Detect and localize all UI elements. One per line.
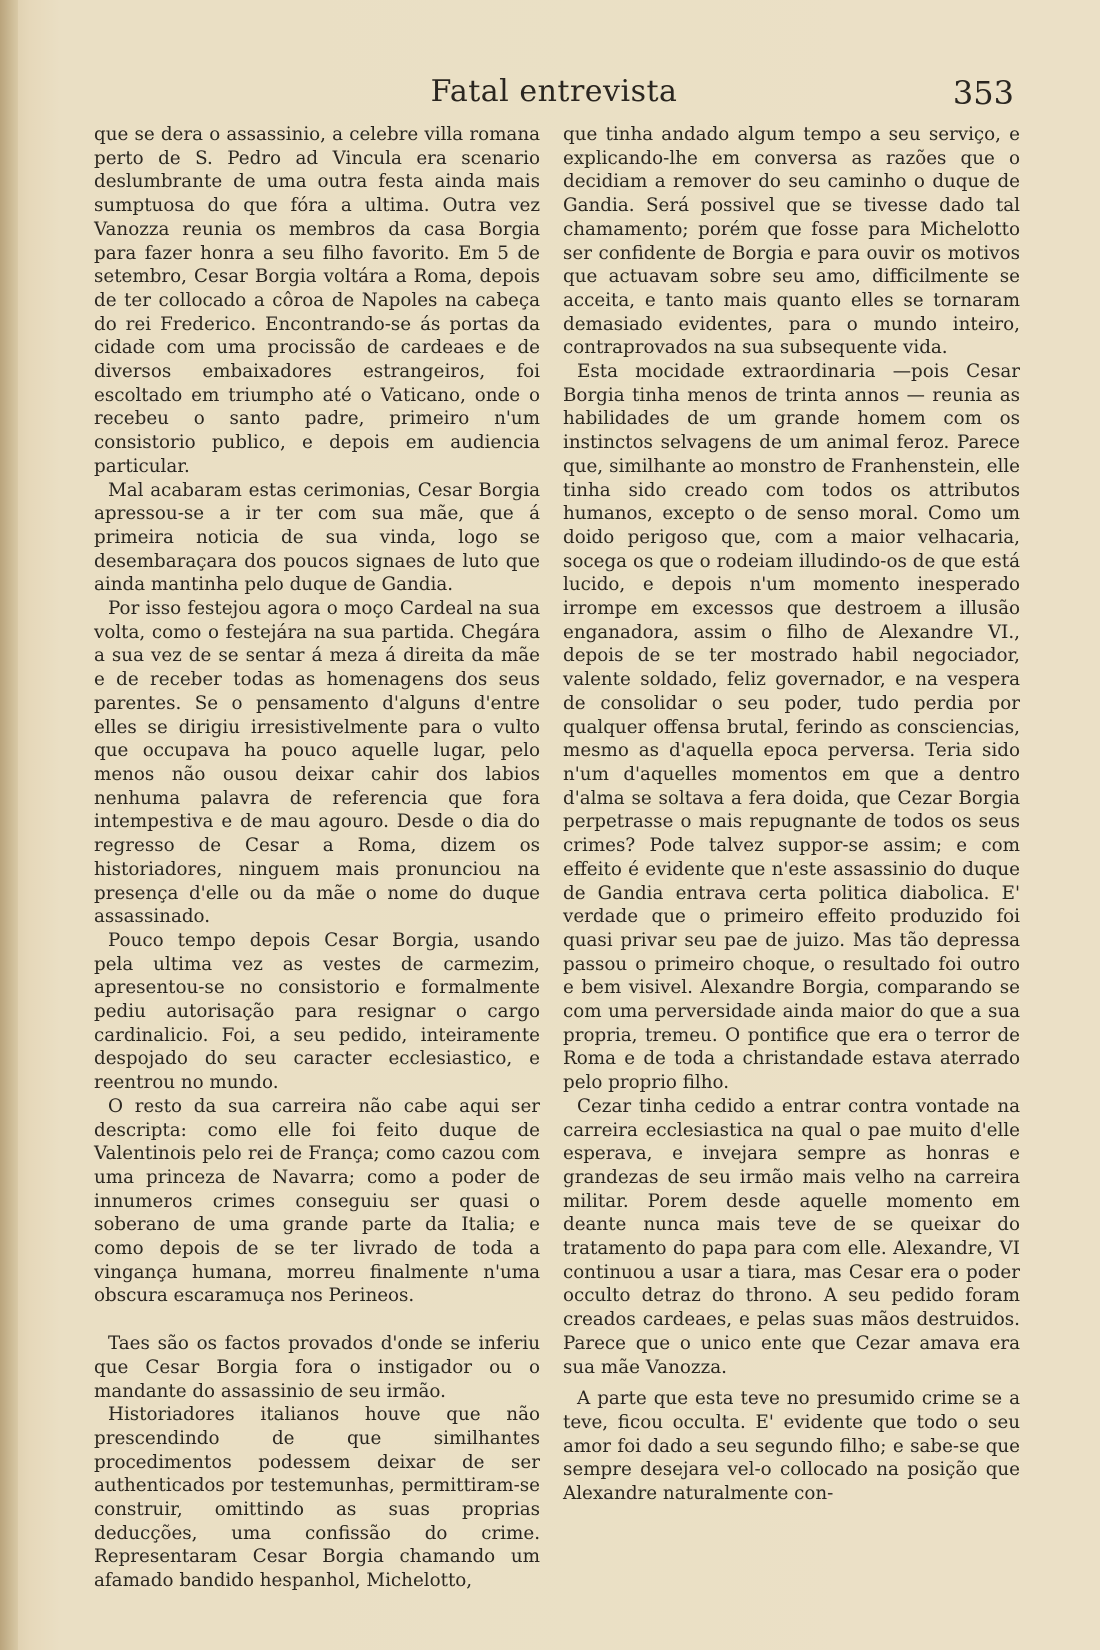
paragraph: que se dera o assassinio, a celebre villa romana perto de S. Pedro ad Vincula era scenario deslumbrante de uma outra festa ainda mais sumptuosa do que fóra a ultima. Outra vez Vanozza reunia os membros da casa Borgia para fazer honra a seu filho favorito. Em 5 de setembro, Cesar Borgia voltára a Roma, depois de ter collocado a côroa de Napoles na cabeça do rei Frederico. Encontrando-se ás portas da cidade com uma procissão de cardeaes e de diversos embaixadores estrangeiros, foi escoltado em triumpho até o Vaticano, onde o recebeu o santo padre, primeiro n'um consistorio publico, e depois em audiencia particular. xyxy=(94,124,540,477)
paragraph: Historiadores italianos houve que não prescendindo de que similhantes procedimentos podessem deixar de ser authenticados por testemunhas, permittiram-se construir, omittindo as suas proprias deducções, uma confissão do crime. Representaram Cesar Borgia chamando um afamado bandido hespanhol, Michelotto, xyxy=(94,1404,540,1592)
page-number: 353 xyxy=(952,74,1014,112)
paragraph: Esta mocidade extraordinaria —pois Cesar Borgia tinha menos de trinta annos — reunia as habilidades de um grande homem com os instinctos selvagens de um animal feroz. Parece que, similhante ao monstro de Franhenstein, elle tinha sido creado com todos os attributos humanos, excepto o de senso moral. Como um doido perigoso que, com a maior velhacaria, socega os que o rodeiam illudindo-os de que está lucido, e depois n'um momento inesperado irrompe em excessos que destroem a illusão enganadora, assim o filho de Alexandre VI., depois de se ter mostrado habil negociador, valente soldado, feliz governador, e na vespera de consolidar o seu poder, tudo perdia por qualquer offensa brutal, ferindo as consciencias, mesmo as d'aquella epoca perversa. Teria sido n'um d'aquelles momentos em que a dentro d'alma se soltava a fera doida, que Cezar Borgia perpetrasse o mais repugnante de todos os seus crimes? Pode talvez suppor-se assim; e com effeito é evidente que n'este assassinio do duque de Gandia entrava certa politica diabolica. E' verdade que o primeiro effeito produzido foi quasi privar seu pae de juizo. Mas tão depressa passou o primeiro choque, o resultado foi outro e bem visivel. Alexandre Borgia, comparando se com uma perversidade ainda maior do que a sua propria, tremeu. O pontifice que era o terror de Roma e de toda a christandade estava aterrado pelo proprio filho. xyxy=(563,361,1020,1094)
paragraph: Mal acabaram estas cerimonias, Cesar Borgia apressou-se a ir ter com sua mãe, que á primeira noticia de sua vinda, logo se desembaraçara dos poucos signaes de luto que ainda mantinha pelo duque de Gandia. xyxy=(94,479,540,596)
page-spine-shadow xyxy=(0,0,18,1650)
right-column xyxy=(563,123,1020,1506)
paragraph: O resto da sua carreira não cabe aqui ser descripta: como elle foi feito duque de Valentinois pelo rei de França; como cazou com uma princeza de Navarra; como a poder de innumeros crimes conseguiu ser quasi o soberano de uma grande parte da Italia; e como depois de se ter livrado de toda a vingança humana, morreu finalmente n'uma obscura escaramuça nos Perineos. xyxy=(94,1095,540,1307)
left-column xyxy=(94,123,540,1593)
running-title: Fatal entrevista xyxy=(430,74,678,109)
paragraph: Pouco tempo depois Cesar Borgia, usando pela ultima vez as vestes de carmezim, apresentou-se no consistorio e formalmente pediu autorisação para resignar o cargo cardinalicio. Foi, a seu pedido, inteiramente despojado do seu caracter ecclesiastico, e reentrou no mundo. xyxy=(94,929,540,1094)
paragraph: Taes são os factos provados d'onde se inferiu que Cesar Borgia fora o instigador ou o mandante do assassinio de seu irmão. xyxy=(94,1333,540,1402)
paragraph: Cezar tinha cedido a entrar contra vontade na carreira ecclesiastica na qual o pae muito d'elle esperava, e invejara sempre as honras e grandezas de seu irmão mais velho na carreira militar. Porem desde aquelle momento em deante nunca mais teve de se queixar do tratamento do papa para com elle. Alexandre, VI continuou a usar a tiara, mas Cesar era o poder occulto detraz do throno. A seu pedido foram creados cardeaes, e pelas suas mãos destruidos. Parece que o unico ente que Cezar amava era sua mãe Vanozza. xyxy=(563,1095,1020,1378)
page-header xyxy=(94,74,1014,118)
paragraph: que tinha andado algum tempo a seu serviço, e explicando-lhe em conversa as razões que o decidiam a remover do seu caminho o duque de Gandia. Será possivel que se tivesse dado tal chamamento; porém que fosse para Michelotto ser confidente de Borgia e para ouvir os motivos que actuavam sobre seu amo, difficilmente se acceita, e tanto mais quanto elles se tornaram demasiado evidentes, para o mundo inteiro, contraprovados na sua subsequente vida. xyxy=(563,124,1020,359)
paragraph: A parte que esta teve no presumido crime se a teve, ficou occulta. E' evidente que todo o seu amor foi dado a seu segundo filho; e sabe-se que sempre desejara vel-o collocado na posição que Alexandre naturalmente con- xyxy=(563,1388,1020,1505)
paragraph: Por isso festejou agora o moço Cardeal na sua volta, como o festejára na sua partida. Chegára a sua vez de se sentar á meza á direita da mãe e de receber todas as homenagens dos seus parentes. Se o pensamento d'alguns d'entre elles se dirigiu irresistivelmente para o vulto que occupava ha pouco aquelle lugar, pelo menos não ousou deixar cahir dos labios nenhuma palavra de referencia que fora intempestiva e de mau agouro. Desde o dia do regresso de Cesar a Roma, dizem os historiadores, ninguem mais pronunciou na presença d'elle ou da mãe o nome do duque assassinado. xyxy=(94,598,540,928)
